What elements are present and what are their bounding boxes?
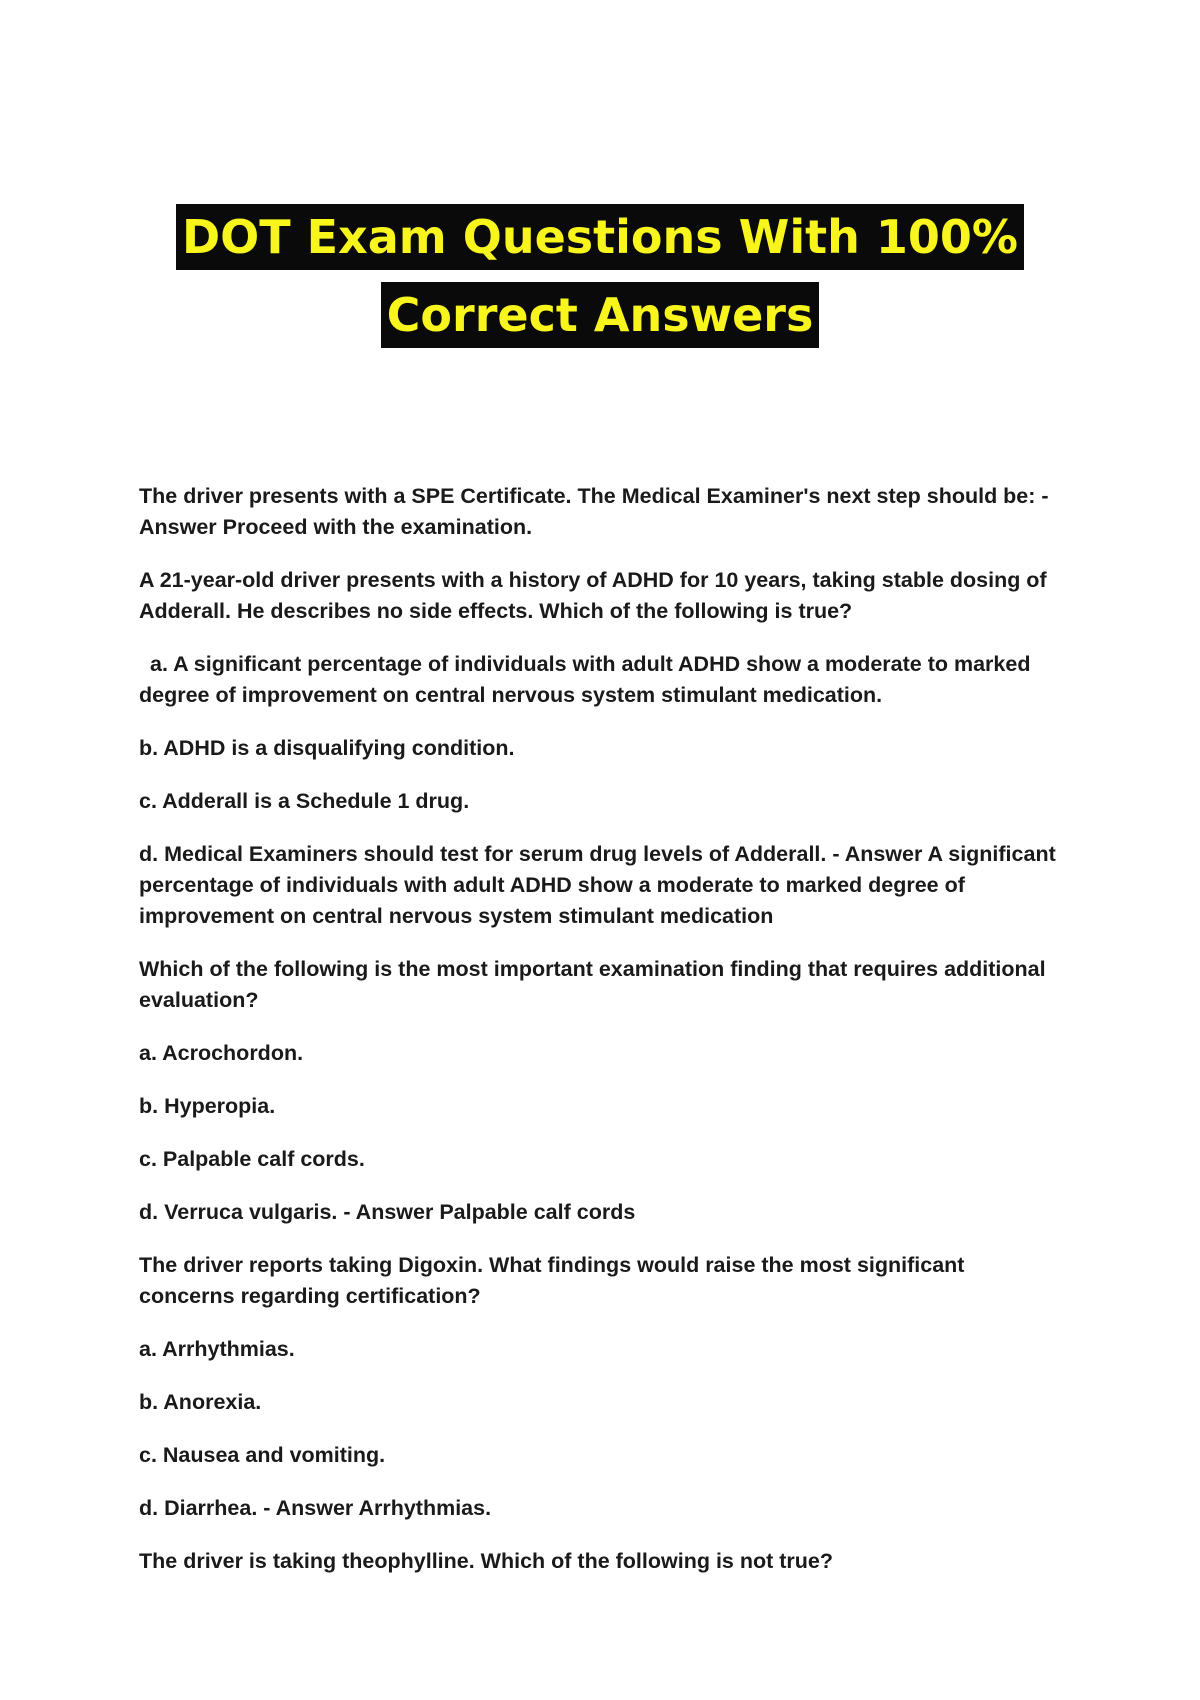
question-spe-certificate: The driver presents with a SPE Certificate. The Medical Examiner's next step should be: - Answer Proceed with the examination.	[139, 484, 1049, 539]
document-title	[0, 204, 1200, 348]
option-a-digoxin: a. Arrhythmias.	[139, 1337, 295, 1361]
option-d-digoxin-answer: d. Diarrhea. - Answer Arrhythmias.	[139, 1496, 492, 1520]
option-b-adhd: b. ADHD is a disqualifying condition.	[139, 736, 515, 760]
option-d-finding-answer: d. Verruca vulgaris. - Answer Palpable calf cords	[139, 1200, 636, 1224]
option-c-adhd: c. Adderall is a Schedule 1 drug.	[139, 789, 470, 813]
question-adhd: A 21-year-old driver presents with a history of ADHD for 10 years, taking stable dosing of Adderall. He describes no side effects. Which of the following is true?	[139, 568, 1047, 623]
option-a-adhd: a. A significant percentage of individuals with adult ADHD show a moderate to marked degree of improvement on central nervous system stimulant medication.	[139, 652, 1031, 707]
option-b-digoxin: b. Anorexia.	[139, 1390, 262, 1414]
option-d-adhd-answer: d. Medical Examiners should test for serum drug levels of Adderall. - Answer A significant percentage of individuals with adult ADHD show a moderate to marked degree of improvement on central nervous system stimulant medication	[139, 842, 1056, 928]
title-line-1: DOT Exam Questions With 100%	[176, 204, 1024, 270]
document-body	[139, 481, 1064, 1599]
option-a-finding: a. Acrochordon.	[139, 1041, 304, 1065]
option-c-finding: c. Palpable calf cords.	[139, 1147, 365, 1171]
question-examination-finding: Which of the following is the most important examination finding that requires additional evaluation?	[139, 957, 1046, 1012]
option-c-digoxin: c. Nausea and vomiting.	[139, 1443, 386, 1467]
title-line-2: Correct Answers	[381, 282, 820, 348]
question-theophylline: The driver is taking theophylline. Which of the following is not true?	[139, 1549, 833, 1573]
question-digoxin: The driver reports taking Digoxin. What findings would raise the most significant concerns regarding certification?	[139, 1253, 965, 1308]
option-b-finding: b. Hyperopia.	[139, 1094, 276, 1118]
